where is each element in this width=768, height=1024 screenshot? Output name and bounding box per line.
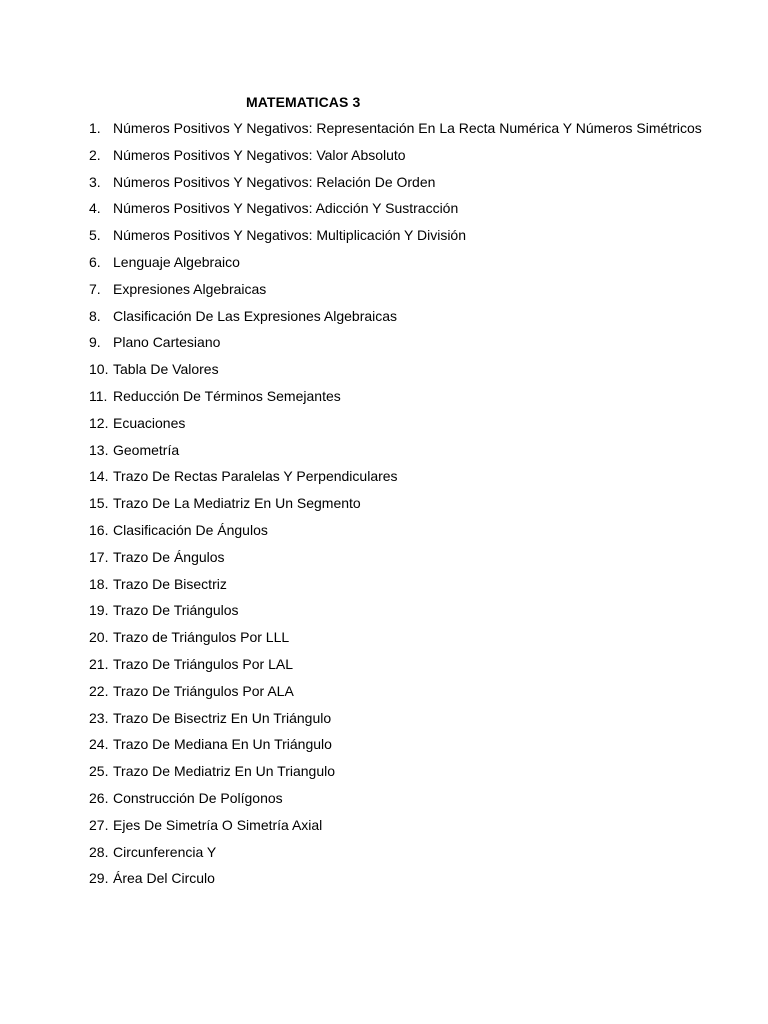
list-item-text: Trazo De Triángulos	[113, 602, 239, 619]
list-item-text: Ejes De Simetría O Simetría Axial	[113, 816, 323, 833]
list-item-text: Trazo De Rectas Paralelas Y Perpendiculares	[113, 468, 398, 485]
list-item-number: 19.	[89, 602, 109, 619]
list-item	[89, 571, 709, 598]
list-item-number: 11.	[89, 387, 108, 404]
list-item-text: Área Del Circulo	[113, 870, 215, 887]
list-item-number: 3.	[89, 173, 101, 190]
list-item-text: Trazo De Bisectriz	[113, 575, 227, 592]
list-item	[89, 812, 709, 839]
document-title: MATEMATICAS 3	[246, 94, 361, 110]
list-item-text: Trazo De Triángulos Por LAL	[113, 655, 294, 672]
list-item-number: 29.	[89, 870, 109, 887]
list-item-number: 5.	[89, 227, 101, 244]
list-item-text: Reducción De Términos Semejantes	[113, 387, 341, 404]
list-item-text: Trazo De Bisectriz En Un Triángulo	[113, 709, 332, 726]
list-item-number: 4.	[89, 200, 101, 217]
list-item-text: Trazo de Triángulos Por LLL	[113, 629, 290, 646]
list-item-number: 26.	[89, 789, 109, 806]
list-item-number: 23.	[89, 709, 109, 726]
list-item-text: Números Positivos Y Negativos: Valor Absoluto	[113, 146, 406, 163]
list-item	[89, 463, 709, 490]
list-item-text: Geometría	[113, 441, 180, 458]
list-item-number: 28.	[89, 843, 109, 860]
list-item-text: Circunferencia Y	[113, 843, 217, 860]
list-item-text: Clasificación De Ángulos	[113, 521, 268, 538]
list-item-text: Ecuaciones	[113, 414, 186, 431]
list-item	[89, 303, 709, 330]
list-item-text: Trazo De Triángulos Por ALA	[113, 682, 294, 699]
list-item	[89, 276, 709, 303]
list-item-number: 24.	[89, 736, 109, 753]
list-item-number: 13.	[89, 441, 109, 458]
list-item-text: Números Positivos Y Negativos: Multiplicación Y División	[113, 227, 467, 244]
list-item	[89, 356, 709, 383]
list-item	[89, 624, 709, 651]
list-item-number: 6.	[89, 253, 101, 270]
list-item-text: Trazo De La Mediatriz En Un Segmento	[113, 495, 361, 512]
list-item	[89, 758, 709, 785]
list-item-text: Trazo De Mediatriz En Un Triangulo	[113, 763, 336, 780]
list-item-number: 27.	[89, 816, 109, 833]
list-item	[89, 195, 709, 222]
list-item	[89, 383, 709, 410]
list-item-number: 10.	[89, 361, 109, 378]
list-item-text: Números Positivos Y Negativos: Relación De Orden	[113, 173, 436, 190]
list-item-number: 1.	[89, 120, 101, 136]
list-item	[89, 839, 709, 866]
list-item	[89, 115, 709, 142]
list-item	[89, 490, 709, 517]
list-item-number: 7.	[89, 280, 101, 297]
list-item-number: 18.	[89, 575, 109, 592]
list-item-text: Números Positivos Y Negativos: Representación En La Recta Numérica Y Números Simétricos	[113, 120, 702, 136]
list-item	[89, 437, 709, 464]
list-item-number: 14.	[89, 468, 109, 485]
list-item-number: 2.	[89, 146, 101, 163]
list-item-text: Plano Cartesiano	[113, 334, 221, 351]
list-item-number: 8.	[89, 307, 101, 324]
list-item	[89, 222, 709, 249]
list-item	[89, 597, 709, 624]
topic-list	[89, 115, 709, 892]
list-item-text: Lenguaje Algebraico	[113, 253, 240, 270]
list-item-number: 16.	[89, 521, 109, 538]
list-item	[89, 651, 709, 678]
list-item-text: Números Positivos Y Negativos: Adicción Y Sustracción	[113, 200, 459, 217]
list-item	[89, 142, 709, 169]
list-item	[89, 410, 709, 437]
list-item-number: 22.	[89, 682, 109, 699]
list-item	[89, 169, 709, 196]
list-item	[89, 249, 709, 276]
list-item-number: 9.	[89, 334, 101, 351]
list-item-text: Tabla De Valores	[113, 361, 219, 378]
list-item-number: 21.	[89, 655, 109, 672]
list-item	[89, 544, 709, 571]
list-item-number: 20.	[89, 629, 109, 646]
list-item	[89, 731, 709, 758]
list-item-number: 12.	[89, 414, 109, 431]
list-item-text: Construcción De Polígonos	[113, 789, 283, 806]
list-item-text: Clasificación De Las Expresiones Algebraicas	[113, 307, 398, 324]
list-item-number: 25.	[89, 763, 109, 780]
list-item	[89, 785, 709, 812]
list-item	[89, 705, 709, 732]
list-item-text: Trazo De Ángulos	[113, 548, 225, 565]
list-item-text: Expresiones Algebraicas	[113, 280, 267, 297]
list-item	[89, 329, 709, 356]
list-item	[89, 517, 709, 544]
list-item-number: 15.	[89, 495, 109, 512]
list-item	[89, 865, 709, 892]
list-item	[89, 678, 709, 705]
list-item-text: Trazo De Mediana En Un Triángulo	[113, 736, 332, 753]
list-item-number: 17.	[89, 548, 109, 565]
